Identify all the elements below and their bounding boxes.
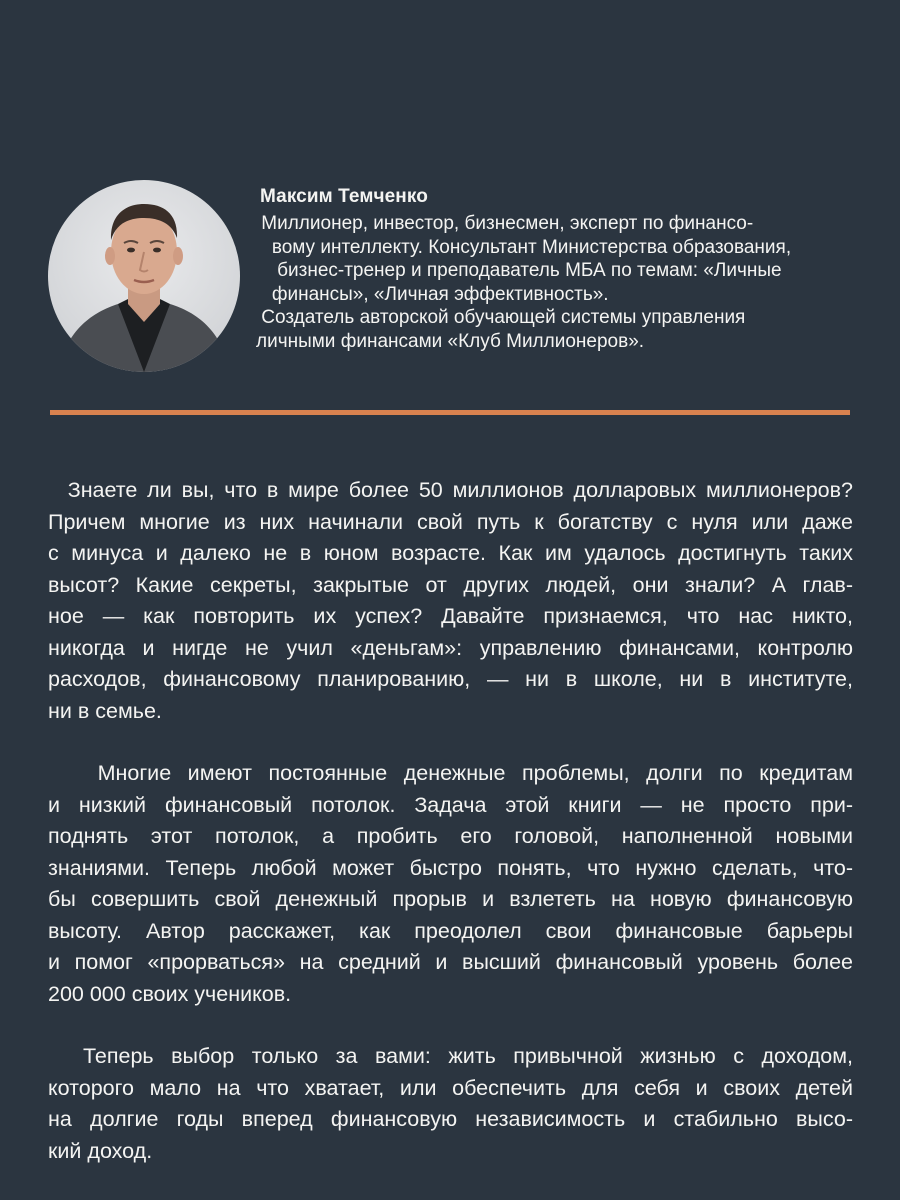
text-line: и помог «прорваться» на средний и высший финансовый уровень более bbox=[48, 950, 853, 974]
text-line: никогда и нигде не учил «деньгам»: управлению финансами, контролю bbox=[48, 635, 853, 660]
book-description bbox=[48, 475, 853, 1198]
text-line: с минуса и далеко не в юном возрасте. Как им удалось достигнуть таких bbox=[48, 541, 853, 565]
text-line: которого мало на что хватает, или обеспечить для себя и своих детей bbox=[48, 1075, 853, 1100]
text-line: кий доход. bbox=[48, 1138, 153, 1163]
text-line: поднять этот потолок, а пробить его головой, наполненной новыми bbox=[48, 824, 853, 848]
text-line: бы совершить свой денежный прорыв и взлететь на новую финансовую bbox=[48, 887, 853, 911]
author-photo bbox=[48, 180, 240, 372]
text-line: Теперь выбор только за вами: жить привычной жизнью с доходом, bbox=[48, 1044, 853, 1068]
paragraph bbox=[48, 1041, 853, 1167]
bio-line: Миллионер, инвестор, бизнесмен, эксперт по финансо- bbox=[256, 213, 754, 234]
bio-line: личными финансами «Клуб Миллионеров». bbox=[256, 330, 645, 352]
text-line: Знаете ли вы, что в мире более 50 миллионов долларовых миллионеров? bbox=[48, 478, 853, 502]
text-line: Многие имеют постоянные денежные проблемы, долги по кредитам bbox=[48, 761, 853, 785]
text-line: расходов, финансовому планированию, — ни в школе, ни в институте, bbox=[48, 667, 853, 691]
author-bio bbox=[256, 212, 856, 354]
bio-line: вому интеллекту. Консультант Министерства образования, bbox=[256, 236, 792, 258]
paragraph bbox=[48, 475, 853, 727]
author-name: Максим Темченко bbox=[260, 186, 428, 207]
text-line: и низкий финансовый потолок. Задача этой книги — не просто при- bbox=[48, 792, 853, 817]
text-line: высоту. Автор расскажет, как преодолел свои финансовые барьеры bbox=[48, 918, 853, 943]
text-line: знаниями. Теперь любой может быстро понять, что нужно сделать, что- bbox=[48, 855, 853, 880]
text-line: ни в семье. bbox=[48, 698, 162, 723]
bio-line: финансы», «Личная эффективность». bbox=[256, 283, 609, 305]
author-section bbox=[48, 180, 868, 380]
bio-line: Создатель авторской обучающей системы управления bbox=[256, 307, 746, 329]
text-line: на долгие годы вперед финансовую независимость и стабильно высо- bbox=[48, 1107, 853, 1131]
text-line: 200 000 своих учеников. bbox=[48, 981, 292, 1006]
text-line: ное — как повторить их успех? Давайте признаемся, что нас никто, bbox=[48, 604, 853, 628]
bio-line: бизнес-тренер и преподаватель МБА по темам: «Личные bbox=[256, 260, 782, 282]
section-divider bbox=[50, 410, 850, 415]
text-line: Причем многие из них начинали свой путь к богатству с нуля или даже bbox=[48, 509, 853, 534]
paragraph bbox=[48, 758, 853, 1010]
text-line: высот? Какие секреты, закрытые от других людей, они знали? А глав- bbox=[48, 572, 853, 597]
